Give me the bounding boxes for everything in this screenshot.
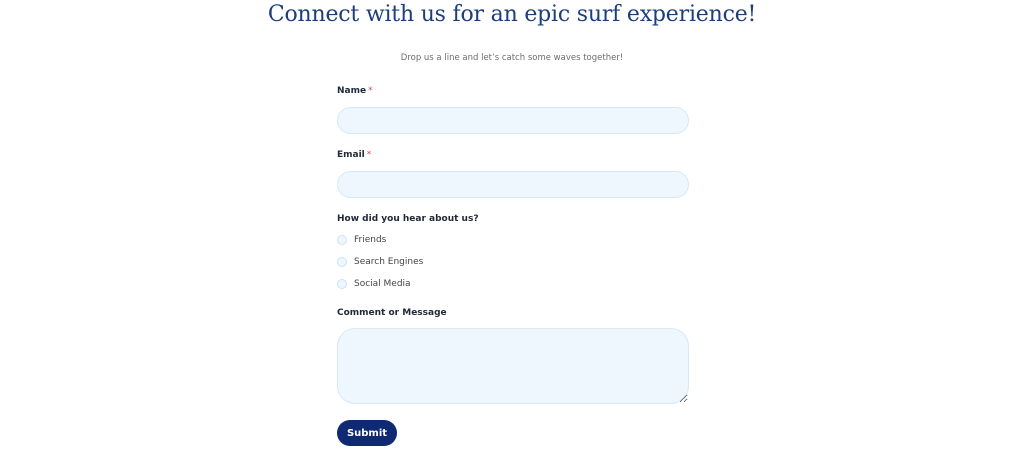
source-label: How did you hear about us? xyxy=(337,214,479,224)
email-label-text: Email xyxy=(337,150,365,160)
email-input[interactable] xyxy=(337,171,689,198)
radio-option-search-engines[interactable] xyxy=(337,255,423,269)
radio-label-friends: Friends xyxy=(354,235,387,245)
radio-option-social-media[interactable] xyxy=(337,277,411,291)
radio-button[interactable] xyxy=(337,235,347,245)
email-required-mark: * xyxy=(366,150,372,160)
page-subtitle: Drop us a line and let’s catch some waves together! xyxy=(400,53,624,63)
name-input[interactable] xyxy=(337,107,689,134)
name-label-text: Name xyxy=(337,86,367,96)
name-required-mark: * xyxy=(368,86,373,96)
radio-label-social-media: Social Media xyxy=(354,279,411,289)
page-title: Connect with us for an epic surf experience! xyxy=(267,2,757,27)
email-label xyxy=(337,150,371,160)
radio-option-friends[interactable] xyxy=(337,233,386,247)
message-textarea[interactable] xyxy=(337,328,689,404)
radio-label-search-engines: Search Engines xyxy=(354,257,424,267)
message-label: Comment or Message xyxy=(337,308,447,318)
name-label xyxy=(337,86,373,96)
submit-button[interactable]: Submit xyxy=(337,420,397,446)
radio-button[interactable] xyxy=(337,279,347,289)
radio-button[interactable] xyxy=(337,257,347,267)
